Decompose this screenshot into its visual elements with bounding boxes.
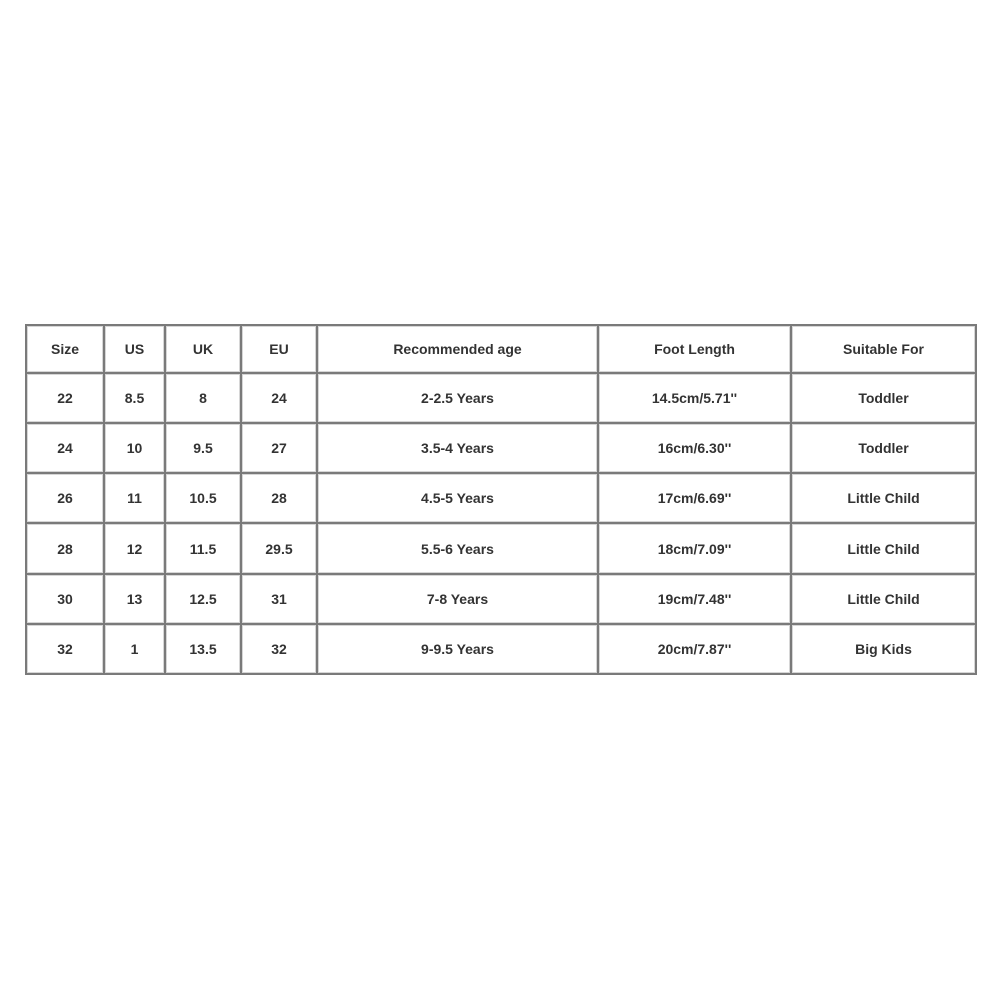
cell-us: 8.5 [104,373,165,423]
cell-size: 28 [26,523,104,573]
table-row [26,473,976,523]
cell-recommended-age: 7-8 Years [317,574,598,624]
cell-recommended-age: 2-2.5 Years [317,373,598,423]
cell-foot-length: 19cm/7.48'' [598,574,791,624]
cell-uk: 8 [165,373,241,423]
cell-us: 1 [104,624,165,674]
table-row [26,624,976,674]
cell-suitable-for: Little Child [791,574,976,624]
cell-eu: 24 [241,373,317,423]
cell-suitable-for: Big Kids [791,624,976,674]
cell-size: 30 [26,574,104,624]
cell-suitable-for: Little Child [791,473,976,523]
header-us: US [104,325,165,373]
cell-size: 24 [26,423,104,473]
cell-us: 11 [104,473,165,523]
header-suitable-for: Suitable For [791,325,976,373]
cell-us: 10 [104,423,165,473]
cell-size: 26 [26,473,104,523]
cell-size: 32 [26,624,104,674]
cell-eu: 29.5 [241,523,317,573]
cell-eu: 27 [241,423,317,473]
cell-eu: 31 [241,574,317,624]
cell-suitable-for: Toddler [791,373,976,423]
cell-us: 13 [104,574,165,624]
cell-recommended-age: 9-9.5 Years [317,624,598,674]
cell-eu: 32 [241,624,317,674]
cell-foot-length: 17cm/6.69'' [598,473,791,523]
cell-us: 12 [104,523,165,573]
cell-uk: 9.5 [165,423,241,473]
cell-foot-length: 16cm/6.30'' [598,423,791,473]
header-uk: UK [165,325,241,373]
cell-recommended-age: 4.5-5 Years [317,473,598,523]
cell-suitable-for: Little Child [791,523,976,573]
cell-uk: 12.5 [165,574,241,624]
cell-uk: 10.5 [165,473,241,523]
table-row [26,373,976,423]
table-body [26,373,976,674]
size-chart-table [25,324,977,675]
header-size: Size [26,325,104,373]
table-header [26,325,976,373]
table-row [26,574,976,624]
header-eu: EU [241,325,317,373]
cell-size: 22 [26,373,104,423]
header-recommended-age: Recommended age [317,325,598,373]
cell-uk: 11.5 [165,523,241,573]
table-row [26,523,976,573]
header-foot-length: Foot Length [598,325,791,373]
cell-foot-length: 18cm/7.09'' [598,523,791,573]
cell-uk: 13.5 [165,624,241,674]
cell-recommended-age: 5.5-6 Years [317,523,598,573]
table-row [26,423,976,473]
header-row [26,325,976,373]
cell-suitable-for: Toddler [791,423,976,473]
cell-eu: 28 [241,473,317,523]
cell-foot-length: 20cm/7.87'' [598,624,791,674]
cell-foot-length: 14.5cm/5.71'' [598,373,791,423]
cell-recommended-age: 3.5-4 Years [317,423,598,473]
